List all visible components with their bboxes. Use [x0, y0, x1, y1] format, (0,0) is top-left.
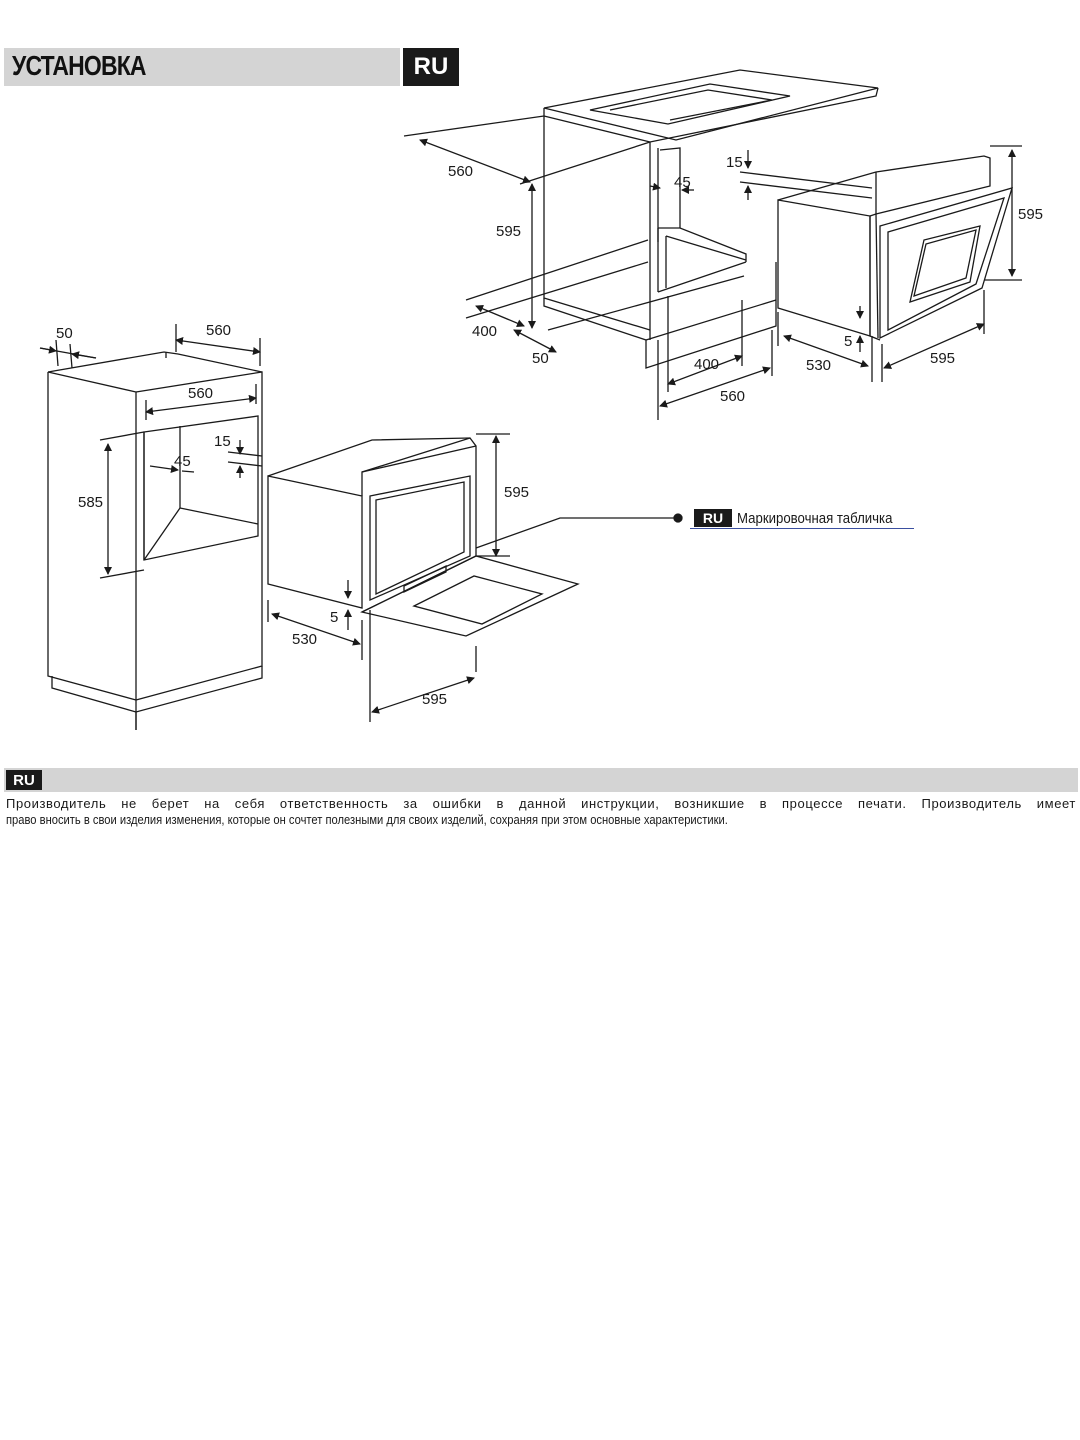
- dim-cabinet-bottom-gap: 50: [532, 350, 549, 367]
- dim-undercounter-oven-door-gap: 5: [844, 333, 853, 350]
- disclaimer-lang-badge: RU: [6, 770, 42, 790]
- dim-column-oven-width: 595: [422, 691, 448, 708]
- dim-cabinet-side-gap: 45: [674, 174, 691, 191]
- dim-cabinet-top-gap: 15: [726, 154, 743, 171]
- dim-undercounter-oven-height: 595: [1018, 206, 1044, 223]
- rating-plate-underline: [690, 528, 914, 529]
- disclaimer-header-bar: [4, 768, 1078, 792]
- rating-plate-label: Маркировочная табличка: [737, 510, 893, 527]
- undercounter-oven: [778, 156, 1012, 340]
- dim-column-oven-height: 595: [504, 484, 530, 501]
- dim-column-side-gap: 45: [174, 453, 191, 470]
- section-title: УСТАНОВКА: [12, 50, 146, 81]
- disclaimer-line-1: Производитель не берет на себя ответственность за ошибки в данной инструкции, возникшие в процессе печати. Производитель имеет: [6, 796, 1076, 811]
- disclaimer-line-2: право вносить в свои изделия изменения, которые он сочтет полезными для своих изделий, сохраняя при этом основные характеристики.: [6, 812, 728, 827]
- disclaimer-text: [6, 796, 1076, 828]
- dim-column-inner-width: 560: [188, 385, 214, 402]
- column-cabinet: [48, 352, 262, 730]
- dim-column-oven-door-gap: 5: [330, 609, 339, 626]
- dim-column-oven-depth: 530: [292, 631, 318, 648]
- dim-column-top-depth: 560: [206, 322, 232, 339]
- dim-cabinet-back-gap: 400: [472, 323, 498, 340]
- column-oven: [268, 438, 578, 636]
- installation-diagram: [0, 60, 1080, 740]
- dim-column-inner-height: 585: [78, 494, 104, 511]
- dim-undercounter-oven-width: 595: [930, 350, 956, 367]
- dim-cabinet-base-width: 560: [720, 388, 746, 405]
- dim-cabinet-base-depth: 400: [694, 356, 720, 373]
- dim-column-top-gap: 50: [56, 325, 73, 342]
- language-badge: RU: [403, 48, 459, 86]
- rating-plate-lang-badge: RU: [694, 509, 732, 527]
- dim-cabinet-height: 595: [496, 223, 522, 240]
- dim-counter-depth: 560: [448, 163, 474, 180]
- dim-column-top-offset: 15: [214, 433, 231, 450]
- dim-undercounter-oven-depth: 530: [806, 357, 832, 374]
